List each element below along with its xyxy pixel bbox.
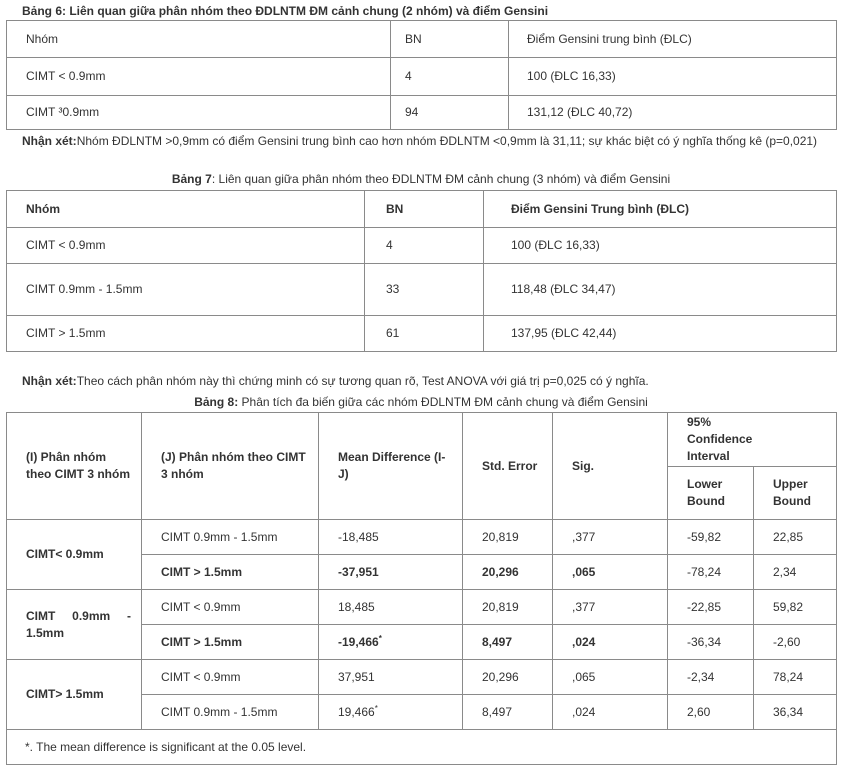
table8-cell-sig: ,377	[553, 520, 668, 555]
table7-cell-bn: 61	[365, 316, 484, 352]
table7	[6, 190, 837, 352]
table8-cell-lower: -59,82	[668, 520, 754, 555]
table7-header-score: Điểm Gensini Trung bình (ĐLC)	[484, 191, 837, 228]
table8-cell-upper: 22,85	[754, 520, 837, 555]
table8-cell-sig: ,377	[553, 590, 668, 625]
table8-cell-upper: 78,24	[754, 660, 837, 695]
table8-cell-upper: 36,34	[754, 695, 837, 730]
table8-cell-lower: 2,60	[668, 695, 754, 730]
table8-header-ci: 95% Confidence Interval	[668, 413, 837, 467]
table6-cell-group: CIMT ³0.9mm	[7, 96, 391, 130]
table6	[6, 20, 837, 130]
table6-cell-score: 131,12 (ĐLC 40,72)	[509, 96, 837, 130]
table7-header-row	[7, 191, 837, 228]
table8-cell-sig: ,065	[553, 660, 668, 695]
table-row	[7, 264, 837, 316]
table6-caption	[22, 4, 842, 19]
table7-header-bn: BN	[365, 191, 484, 228]
table8-i-group-label: CIMT> 1.5mm	[7, 660, 142, 730]
table8-cell-sig: ,024	[553, 695, 668, 730]
table7-note	[22, 373, 836, 390]
table8-cell-mean: 19,466*	[319, 695, 463, 730]
table8-cell-lower: -22,85	[668, 590, 754, 625]
table6-cell-group: CIMT < 0.9mm	[7, 58, 391, 96]
table8-cell-se: 20,819	[463, 520, 553, 555]
table8-cell-mean: -19,466*	[319, 625, 463, 660]
table7-cell-score: 137,95 (ĐLC 42,44)	[484, 316, 837, 352]
table8-footnote-row	[7, 730, 837, 765]
table6-cell-score: 100 (ĐLC 16,33)	[509, 58, 837, 96]
table8-header-row	[7, 413, 837, 467]
table8-cell-j: CIMT 0.9mm - 1.5mm	[142, 520, 319, 555]
note-text: Nhóm ĐDLNTM >0,9mm có điểm Gensini trung bình cao hơn nhóm ĐDLNTM <0,9mm là 31,11; sự khác biệt có ý nghĩa thống kê (p=0,021)	[76, 134, 818, 148]
note-label: Nhận xét:	[22, 134, 77, 148]
note-label: Nhận xét:	[22, 374, 77, 388]
table8-header-lower: Lower Bound	[668, 467, 754, 520]
table6-cell-bn: 94	[391, 96, 509, 130]
table8-cell-j: CIMT 0.9mm - 1.5mm	[142, 695, 319, 730]
table7-caption-text: : Liên quan giữa phân nhóm theo ĐDLNTM ĐM cảnh chung (3 nhóm) và điểm Gensini	[211, 172, 671, 186]
table8-footnote: *. The mean difference is significant at the 0.05 level.	[7, 730, 837, 765]
table8-cell-mean: 37,951	[319, 660, 463, 695]
table8-header-j-group: (J) Phân nhóm theo CIMT 3 nhóm	[142, 413, 319, 520]
table6-header-group: Nhóm	[7, 21, 391, 58]
table8-caption	[0, 395, 842, 410]
table8-cell-j: CIMT < 0.9mm	[142, 660, 319, 695]
table8-cell-sig: ,065	[553, 555, 668, 590]
note-text: Theo cách phân nhóm này thì chứng minh có sự tương quan rõ, Test ANOVA với giá trị p=0,025 có ý nghĩa.	[76, 374, 649, 388]
table8-cell-upper: 2,34	[754, 555, 837, 590]
table-row	[7, 228, 837, 264]
table-row	[7, 660, 837, 695]
table8-cell-sig: ,024	[553, 625, 668, 660]
table-row	[7, 96, 837, 130]
table8-cell-se: 20,296	[463, 555, 553, 590]
table8-cell-j: CIMT < 0.9mm	[142, 590, 319, 625]
table7-header-group: Nhóm	[7, 191, 365, 228]
table8	[6, 412, 837, 765]
table7-cell-group: CIMT < 0.9mm	[7, 228, 365, 264]
table8-cell-upper: 59,82	[754, 590, 837, 625]
table8-cell-j: CIMT > 1.5mm	[142, 555, 319, 590]
table8-cell-lower: -36,34	[668, 625, 754, 660]
table8-cell-mean: -18,485	[319, 520, 463, 555]
table6-header-score: Điểm Gensini trung bình (ĐLC)	[509, 21, 837, 58]
table8-cell-j: CIMT > 1.5mm	[142, 625, 319, 660]
table8-header-upper: Upper Bound	[754, 467, 837, 520]
table8-cell-se: 20,819	[463, 590, 553, 625]
table6-header-bn: BN	[391, 21, 509, 58]
table8-cell-mean: 18,485	[319, 590, 463, 625]
table7-cell-bn: 4	[365, 228, 484, 264]
table8-caption-bold: Bảng 8:	[194, 395, 239, 409]
table8-cell-lower: -2,34	[668, 660, 754, 695]
table8-i-group-label: CIMT 0.9mm - 1.5mm	[7, 590, 142, 660]
table8-cell-mean: -37,951	[319, 555, 463, 590]
table7-cell-score: 118,48 (ĐLC 34,47)	[484, 264, 837, 316]
table8-cell-se: 8,497	[463, 625, 553, 660]
table6-note	[22, 133, 836, 150]
table8-cell-se: 8,497	[463, 695, 553, 730]
table6-header-row	[7, 21, 837, 58]
table6-cell-bn: 4	[391, 58, 509, 96]
table-row	[7, 316, 837, 352]
table7-cell-bn: 33	[365, 264, 484, 316]
table8-cell-lower: -78,24	[668, 555, 754, 590]
table8-cell-upper: -2,60	[754, 625, 837, 660]
table8-header-sig: Sig.	[553, 413, 668, 520]
table-row	[7, 590, 837, 625]
table7-caption-bold: Bảng 7	[171, 172, 212, 186]
table7-cell-score: 100 (ĐLC 16,33)	[484, 228, 837, 264]
table6-caption-text: Bảng 6: Liên quan giữa phân nhóm theo ĐDLNTM ĐM cảnh chung (2 nhóm) và điểm Gensini	[22, 4, 549, 18]
table-row	[7, 520, 837, 555]
table8-header-std-error: Std. Error	[463, 413, 553, 520]
table7-cell-group: CIMT > 1.5mm	[7, 316, 365, 352]
table8-caption-text: Phân tích đa biến giữa các nhóm ĐDLNTM ĐM cảnh chung và điểm Gensini	[238, 395, 648, 409]
table8-cell-se: 20,296	[463, 660, 553, 695]
table-row	[7, 58, 837, 96]
table8-i-group-label: CIMT< 0.9mm	[7, 520, 142, 590]
table8-header-mean-diff: Mean Difference (I-J)	[319, 413, 463, 520]
table7-cell-group: CIMT 0.9mm - 1.5mm	[7, 264, 365, 316]
table8-header-i-group: (I) Phân nhóm theo CIMT 3 nhóm	[7, 413, 142, 520]
table7-caption	[0, 172, 842, 187]
